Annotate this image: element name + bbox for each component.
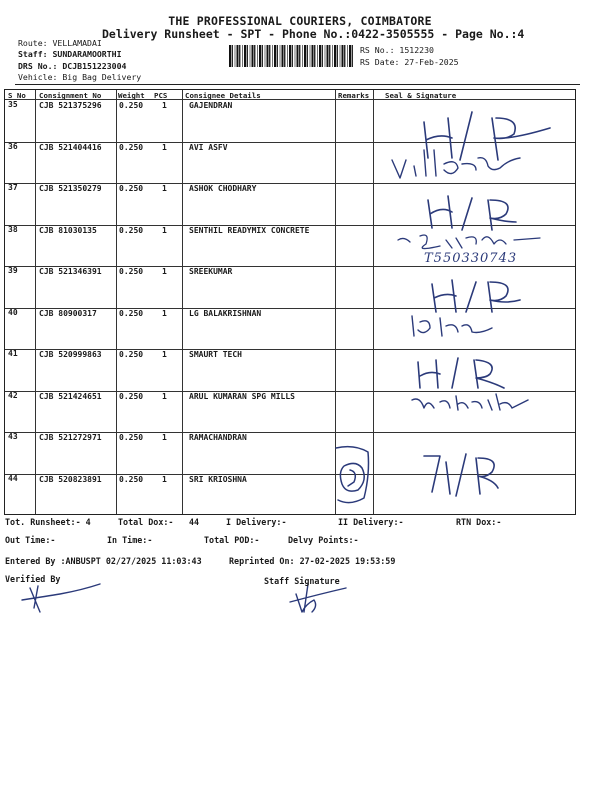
row-pcs: 1: [162, 350, 167, 359]
verified-by: Verified By: [5, 574, 61, 584]
row-consignee: ASHOK CHODHARY: [189, 184, 257, 193]
rtn-dox: RTN Dox:-: [456, 517, 502, 527]
hr-signature: [432, 280, 520, 312]
row-weight: 0.250: [119, 391, 144, 401]
row-sno: 44: [8, 473, 18, 483]
row-consignee: SMAURT TECH: [189, 350, 242, 359]
row-pcs: 1: [162, 184, 167, 193]
row-pcs: 1: [162, 225, 167, 235]
row-sno: 36: [8, 141, 18, 151]
row-cno: CJB 521424651: [39, 391, 102, 401]
staff-label: Staff: SUNDARAMOORTHI: [18, 49, 122, 59]
total-dox-label: Total Dox:-: [118, 517, 174, 527]
vehicle-label: Vehicle: Big Bag Delivery: [18, 72, 142, 82]
row-cno: CJB 521404416: [39, 142, 102, 152]
drs-number: DRS No.: DCJB151223004: [18, 61, 127, 71]
entered-by: Entered By :ANBUSPT 02/27/2025 11:03:43: [5, 556, 202, 566]
staff-signature-label: Staff Signature: [264, 576, 340, 586]
row-consignee: ARUL KUMARAN SPG MILLS: [189, 391, 295, 401]
row-weight: 0.250: [119, 267, 144, 276]
row-weight: 0.250: [119, 101, 144, 110]
row-sno: 40: [8, 307, 18, 317]
row-sno: 38: [8, 224, 18, 234]
row-pcs: 1: [162, 308, 167, 318]
row-consignee: LG BALAKRISHNAN: [189, 308, 262, 318]
row-consignee: SREEKUMAR: [189, 267, 233, 276]
hr-signature: [418, 358, 504, 388]
row-sno: 41: [8, 349, 18, 358]
row-weight: 0.250: [119, 308, 144, 318]
hr-signature: [424, 112, 550, 160]
row-cno: CJB 520999863: [39, 350, 102, 359]
total-pod: Total POD:-: [204, 535, 260, 545]
row-cno: CJB 521272971: [39, 433, 102, 442]
header-consignee: Consignee Details: [185, 91, 261, 100]
row-weight: 0.250: [119, 142, 144, 152]
row-weight: 0.250: [119, 225, 144, 235]
header-sno: S No: [8, 91, 26, 100]
handwritten-mark: [412, 316, 492, 336]
company-name: THE PROFESSIONAL COURIERS, COIMBATORE: [168, 14, 432, 28]
row-pcs: 1: [162, 101, 167, 110]
header-remarks: Remarks: [338, 91, 370, 100]
hr-signature: [428, 196, 516, 230]
row-sno: 35: [8, 100, 18, 109]
total-dox-value: 44: [189, 517, 200, 527]
row-sno: 42: [8, 390, 18, 400]
row-pcs: 1: [162, 142, 167, 152]
delvy-points: Delvy Points:-: [288, 535, 359, 545]
route-label: Route: VELLAMADAI: [18, 38, 102, 48]
in-time: In Time:-: [107, 535, 153, 545]
staff-signature: [290, 584, 346, 612]
phone-note: T550330743: [424, 251, 518, 266]
row-sno: 37: [8, 183, 18, 192]
row-consignee: SRI KRIOSHNA: [189, 474, 247, 484]
row-weight: 0.250: [119, 474, 144, 484]
stamp-mark: [336, 447, 369, 503]
row-pcs: 1: [162, 474, 167, 484]
runsheet-subtitle: Delivery Runsheet - SPT - Phone No.:0422-3505555 - Page No.:4: [102, 27, 525, 41]
row-consignee: GAJENDRAN: [189, 101, 233, 110]
hr-signature: [424, 454, 498, 496]
row-consignee: RAMACHANDRAN: [189, 433, 247, 442]
row-consignee: SENTHIL READYMIX CONCRETE: [189, 225, 310, 235]
row-sno: 39: [8, 266, 18, 275]
row-sno: 43: [8, 432, 18, 441]
header-consignment: Consignment No: [39, 91, 102, 100]
row-cno: CJB 521350279: [39, 184, 102, 193]
rs-date: RS Date: 27-Feb-2025: [360, 57, 459, 67]
reprinted-on: Reprinted On: 27-02-2025 19:53:59: [229, 556, 396, 566]
row-cno: CJB 520823891: [39, 474, 102, 484]
row-pcs: 1: [162, 391, 167, 401]
handwritten-mark: [392, 150, 520, 178]
i-delivery: I Delivery:-: [226, 517, 287, 527]
row-cno: CJB 521346391: [39, 267, 102, 276]
row-weight: 0.250: [119, 433, 144, 442]
row-weight: 0.250: [119, 184, 144, 193]
out-time: Out Time:-: [5, 535, 56, 545]
header-pcs: PCS: [154, 91, 168, 100]
handwritten-mark: [398, 235, 540, 249]
row-cno: CJB 80900317: [39, 308, 97, 318]
header-weight: Weight: [118, 91, 145, 100]
handwritten-mark: [412, 394, 528, 410]
verified-signature: [22, 584, 100, 612]
row-cno: CJB 521375296: [39, 101, 102, 110]
tot-runsheet: Tot. Runsheet:- 4: [5, 517, 91, 527]
row-pcs: 1: [162, 267, 167, 276]
ii-delivery: II Delivery:-: [338, 517, 404, 527]
row-weight: 0.250: [119, 350, 144, 359]
row-cno: CJB 81030135: [39, 225, 97, 235]
rs-number: RS No.: 1512230: [360, 45, 434, 55]
header-seal: Seal & Signature: [385, 91, 457, 100]
row-pcs: 1: [162, 433, 167, 442]
row-consignee: AVI ASFV: [189, 142, 228, 152]
